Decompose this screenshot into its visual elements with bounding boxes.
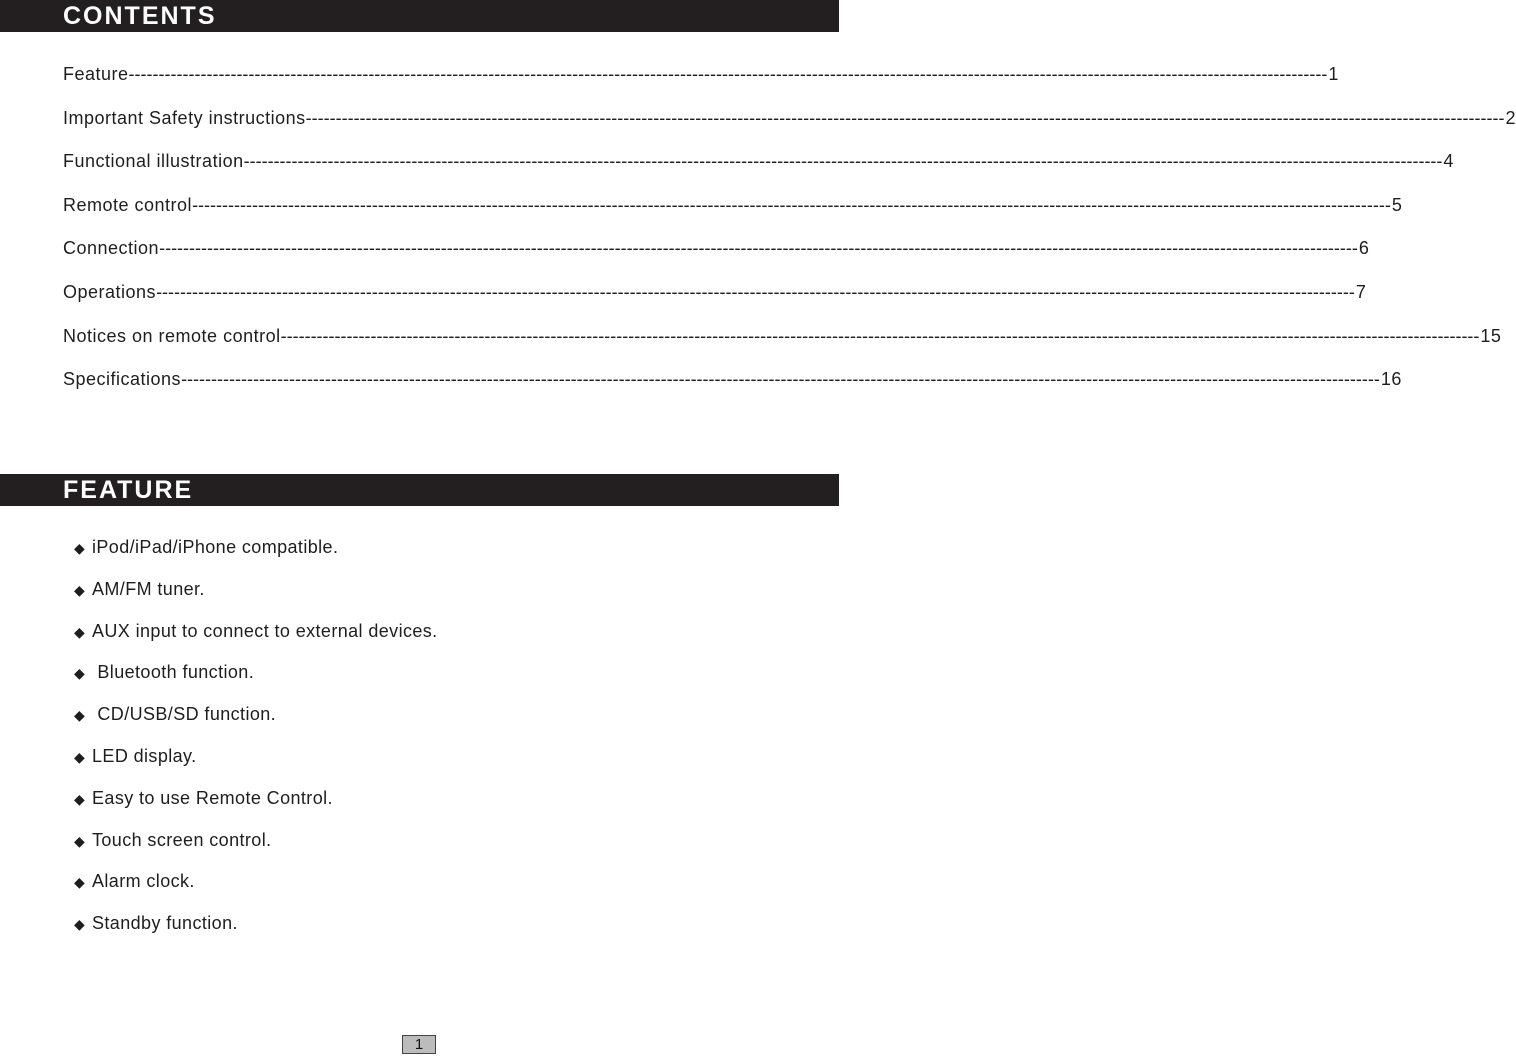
feature-item-text: Bluetooth function. xyxy=(92,662,255,683)
feature-item-text: LED display. xyxy=(92,745,197,766)
toc-entry-label: Functional illustration xyxy=(63,151,244,172)
toc-entry-label: Connection xyxy=(63,238,160,259)
feature-item xyxy=(74,662,438,704)
toc-entry-page: 7 xyxy=(1355,281,1367,302)
toc-entry-label: Notices on remote control xyxy=(63,325,281,346)
diamond-bullet-icon: ◆ xyxy=(74,540,86,556)
feature-header-bar xyxy=(0,474,839,506)
diamond-bullet-icon: ◆ xyxy=(74,748,86,765)
toc-entry-page: 4 xyxy=(1443,151,1454,172)
feature-item xyxy=(74,913,438,955)
toc-dot-leader: -------------------------------------------------------------------------------------------------------------------------------------------------------------------------------------------------------- xyxy=(243,151,1443,172)
toc-dot-leader: -------------------------------------------------------------------------------------------------------------------------------------------------------------------------------------------------------- xyxy=(156,281,1355,302)
toc-entry xyxy=(63,64,1339,108)
toc-entry-page: 2 xyxy=(1505,107,1516,128)
feature-item xyxy=(74,830,438,872)
contents-title: CONTENTS xyxy=(63,2,217,30)
toc-entry-page: 1 xyxy=(1328,64,1339,84)
feature-item xyxy=(74,621,438,663)
feature-item xyxy=(74,788,438,830)
toc-entry xyxy=(63,238,1370,282)
diamond-bullet-icon: ◆ xyxy=(74,707,86,724)
feature-item-text: AUX input to connect to external devices. xyxy=(92,620,438,641)
diamond-bullet-icon: ◆ xyxy=(74,623,86,640)
toc-entry-label: Operations xyxy=(63,281,157,302)
feature-title: FEATURE xyxy=(63,476,194,504)
page-number: 1 xyxy=(402,1035,436,1054)
feature-item-text: Touch screen control. xyxy=(92,829,272,850)
feature-item xyxy=(74,746,438,788)
toc-entry-page: 16 xyxy=(1380,369,1402,390)
toc-entry xyxy=(63,325,1502,370)
diamond-bullet-icon: ◆ xyxy=(74,874,86,891)
toc-dot-leader: -------------------------------------------------------------------------------------------------------------------------------------------------------------------------------------------------------- xyxy=(128,64,1328,84)
feature-item-text: CD/USB/SD function. xyxy=(92,704,277,725)
feature-list xyxy=(74,537,438,955)
feature-item-text: AM/FM tuner. xyxy=(92,578,205,599)
feature-item-text: Easy to use Remote Control. xyxy=(92,787,333,808)
toc-dot-leader: -------------------------------------------------------------------------------------------------------------------------------------------------------------------------------------------------------- xyxy=(305,107,1505,128)
feature-item-text: iPod/iPad/iPhone compatible. xyxy=(92,537,339,557)
diamond-bullet-icon: ◆ xyxy=(74,665,86,682)
toc-dot-leader: -------------------------------------------------------------------------------------------------------------------------------------------------------------------------------------------------------- xyxy=(192,194,1391,215)
feature-item xyxy=(74,871,438,913)
toc-dot-leader: -------------------------------------------------------------------------------------------------------------------------------------------------------------------------------------------------------- xyxy=(159,238,1358,259)
feature-item-text: Alarm clock. xyxy=(92,871,195,892)
diamond-bullet-icon: ◆ xyxy=(74,790,86,807)
diamond-bullet-icon: ◆ xyxy=(74,581,86,598)
toc-entry-label: Important Safety instructions xyxy=(63,107,306,128)
toc-entry xyxy=(63,194,1403,239)
toc-entry xyxy=(63,151,1454,195)
toc-entry-page: 5 xyxy=(1391,194,1403,215)
diamond-bullet-icon: ◆ xyxy=(74,916,86,933)
toc-entry-page: 6 xyxy=(1358,238,1370,259)
feature-item xyxy=(74,579,438,621)
contents-header-bar xyxy=(0,0,839,32)
toc-entry-label: Feature xyxy=(63,64,129,84)
toc-entry-page: 15 xyxy=(1480,325,1502,346)
toc-entry-label: Remote control xyxy=(63,194,193,215)
toc-entry xyxy=(63,369,1402,413)
toc-entry-label: Specifications xyxy=(63,369,182,390)
toc-entry xyxy=(63,281,1367,326)
diamond-bullet-icon: ◆ xyxy=(74,832,86,849)
toc-entry xyxy=(63,107,1516,152)
toc-dot-leader: -------------------------------------------------------------------------------------------------------------------------------------------------------------------------------------------------------- xyxy=(280,325,1480,346)
feature-item xyxy=(74,537,438,579)
table-of-contents xyxy=(63,64,1516,413)
feature-item xyxy=(74,704,438,746)
feature-item-text: Standby function. xyxy=(92,913,238,934)
toc-dot-leader: -------------------------------------------------------------------------------------------------------------------------------------------------------------------------------------------------------- xyxy=(181,369,1380,390)
